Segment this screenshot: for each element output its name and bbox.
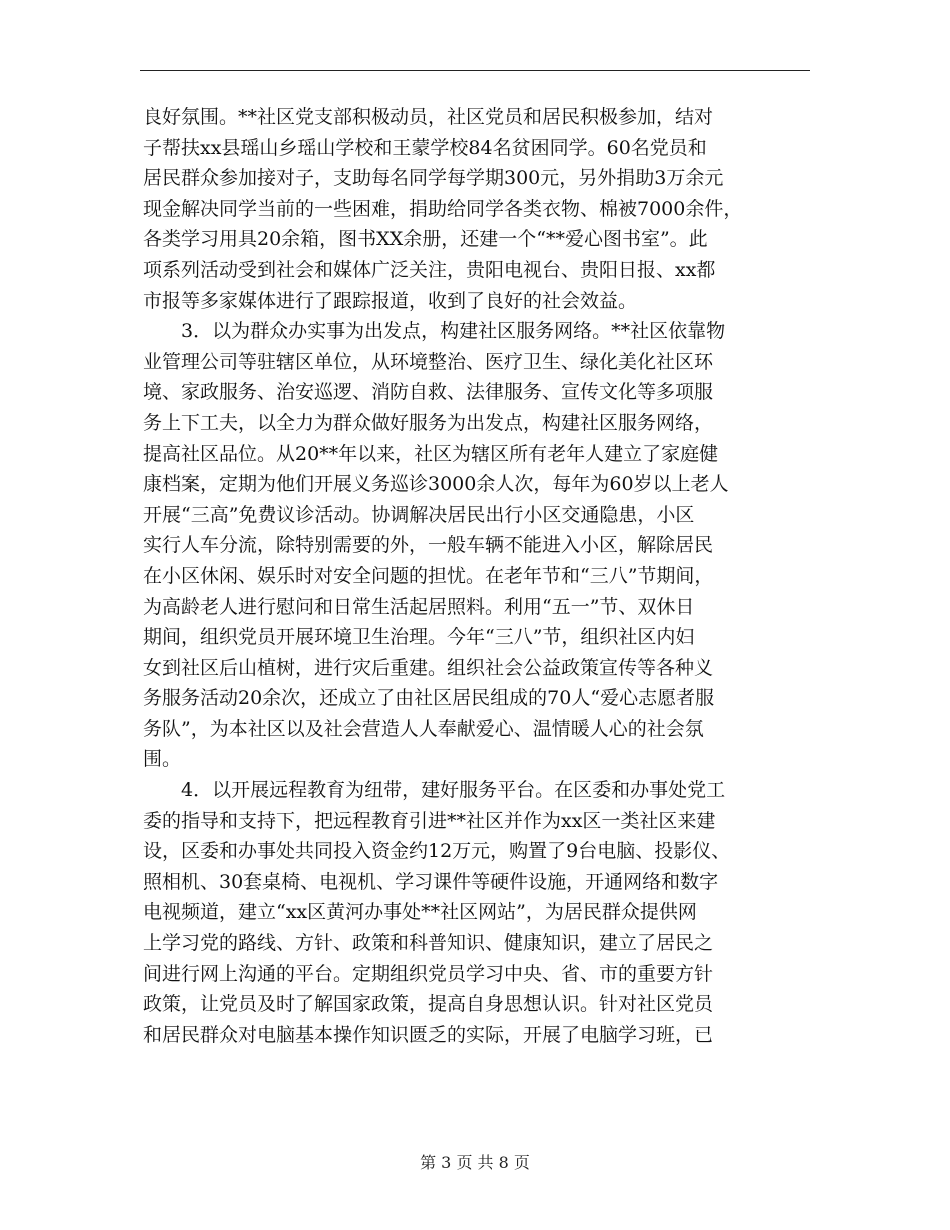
paragraph-start-line: 3．以为群众办实事为出发点，构建社区服务网络。**社区依靠物: [181, 320, 726, 343]
page-number-footer: 第 3 页 共 8 页: [420, 1153, 530, 1172]
text-line: 上学习党的路线、方针、政策和科普知识、健康知识，建立了居民之: [143, 932, 714, 955]
text-line: 期间，组织党员开展环境卫生治理。今年“三八”节，组织社区内妇: [143, 626, 695, 649]
text-line: 市报等多家媒体进行了跟踪报道，收到了良好的社会效益。: [143, 289, 638, 312]
text-line: 女到社区后山植树，进行灾后重建。组织社会公益政策宣传等各种义: [143, 656, 714, 679]
text-line: 政策，让党员及时了解国家政策，提高自身思想认识。针对社区党员: [143, 993, 714, 1016]
text-line: 提高社区品位。从20**年以来，社区为辖区所有老年人建立了家庭健: [143, 442, 719, 465]
text-line: 各类学习用具20余箱，图书XX余册，还建一个“**爱心图书室”。此: [143, 228, 708, 251]
text-line: 电视频道，建立“xx区黄河办事处**社区网站”，为居民群众提供网: [143, 901, 697, 924]
text-line: 和居民群众对电脑基本操作知识匮乏的实际，开展了电脑学习班，已: [143, 1023, 714, 1046]
text-line: 子帮扶xx县瑶山乡瑶山学校和王蒙学校84名贫困同学。60名党员和: [143, 136, 707, 159]
text-line: 务服务活动20余次，还成立了由社区居民组成的70人“爱心志愿者服: [143, 687, 715, 710]
text-line: 为高龄老人进行慰问和日常生活起居照料。利用“五一”节、双休日: [143, 595, 695, 618]
text-line: 良好氛围。**社区党支部积极动员，社区党员和居民积极参加，结对: [143, 106, 714, 128]
paragraph-start-line: 4．以开展远程教育为纽带，建好服务平台。在区委和办事处党工: [181, 779, 726, 802]
text-line: 间进行网上沟通的平台。定期组织党员学习中央、省、市的重要方针: [143, 962, 714, 985]
text-line: 现金解决同学当前的一些困难，捐助给同学各类衣物、棉被7000余件，: [143, 197, 743, 220]
text-line: 务上下工夫，以全力为群众做好服务为出发点，构建社区服务网络，: [143, 411, 714, 434]
text-line: 康档案，定期为他们开展义务巡诊3000余人次，每年为60岁以上老人: [143, 473, 729, 496]
text-line: 照相机、30套桌椅、电视机、学习课件等硬件设施，开通网络和数字: [143, 870, 719, 893]
text-line: 居民群众参加接对子，支助每名同学每学期300元，另外捐助3万余元: [143, 167, 724, 190]
text-line: 设，区委和办事处共同投入资金约12万元，购置了9台电脑、投影仪、: [143, 840, 731, 863]
text-line: 在小区休闲、娱乐时对安全问题的担忧。在老年节和“三八”节期间，: [143, 564, 714, 587]
header-rule: [140, 70, 810, 71]
text-line: 开展“三高”免费议诊活动。协调解决居民出行小区交通隐患，小区: [143, 503, 695, 526]
text-line: 业管理公司等驻辖区单位，从环境整治、医疗卫生、绿化美化社区环: [143, 350, 714, 373]
document-body: [143, 102, 809, 1050]
text-line: 项系列活动受到社会和媒体广泛关注，贵阳电视台、贵阳日报、xx都: [143, 258, 716, 281]
text-line: 实行人车分流，除特别需要的外，一般车辆不能进入小区，解除居民: [143, 534, 714, 557]
text-line: 围。: [143, 748, 182, 771]
text-line: 境、家政服务、治安巡逻、消防自救、法律服务、宣传文化等多项服: [143, 381, 714, 404]
text-line: 务队”，为本社区以及社会营造人人奉献爱心、温情暖人心的社会氛: [143, 717, 704, 740]
text-line: 委的指导和支持下，把远程教育引进**社区并作为xx区一类社区来建: [143, 809, 716, 832]
